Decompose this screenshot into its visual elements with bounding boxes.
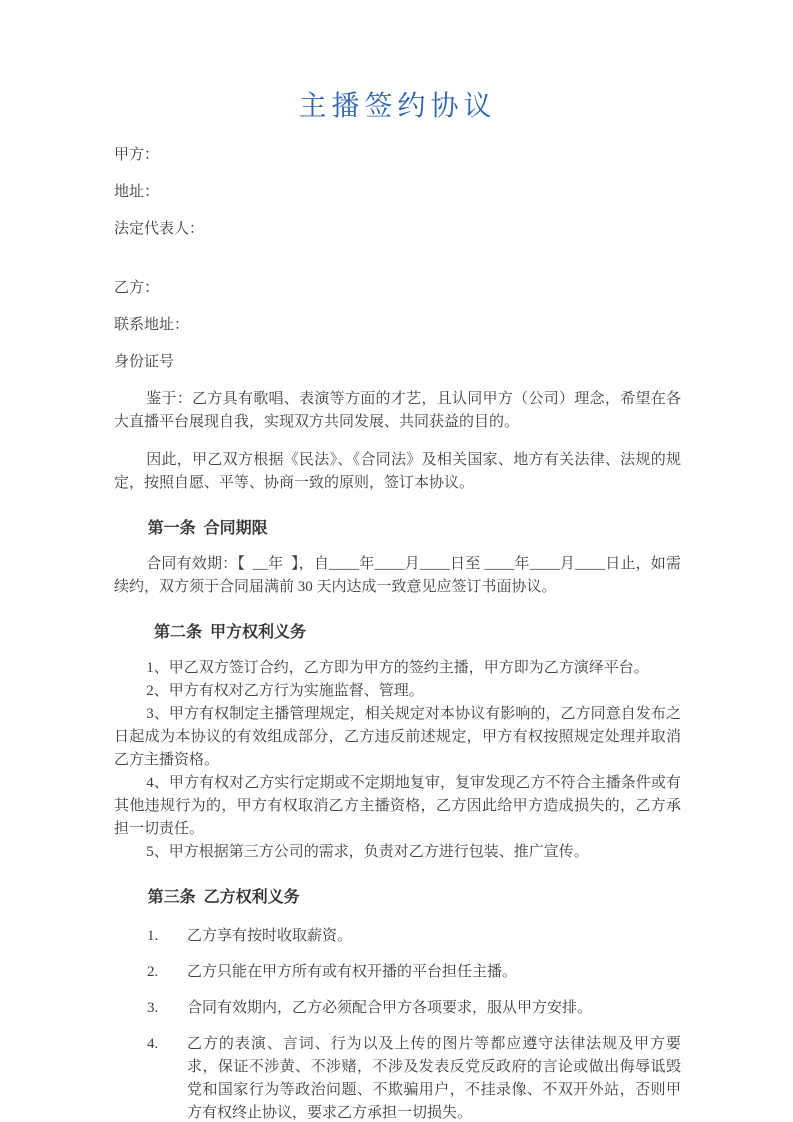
list-item [147,1033,681,1122]
list-item [147,925,681,948]
section1-heading: 第一条 合同期限 [147,520,268,537]
party-a-name-label: 甲方： [114,147,160,163]
list-item-text: 合同有效期内，乙方必须配合甲方各项要求，服从甲方安排。 [187,1000,593,1016]
section2-item-5: 5、甲方根据第三方公司的需求，负责对乙方进行包装、推广宣传。 [146,844,589,860]
list-item [147,961,681,984]
section2-item-4: 4、甲方有权对乙方实行定期或不定期地复审，复审发现乙方不符合主播条件或有其他违规行为的，甲方有权取消乙方主播资格，乙方因此给甲方造成损失的，乙方承担一切责任。 [114,775,681,837]
list-item-number: 1. [147,928,159,944]
party-b-id-number-label: 身份证号 [114,354,175,370]
list-item-text: 乙方的表演、言词、行为以及上传的图片等都应遵守法律法规及甲方要求，保证不涉黄、不涉赌，不涉及发表反党反政府的言论或做出侮辱诋毁党和国家行为等政治问题、不欺骗用户，不挂录像、不双开外站，否则甲方有权终止协议，要求乙方承担一切损失。 [187,1036,681,1121]
section3-heading: 第三条 乙方权利义务 [147,889,300,906]
party-a-address-label: 地址： [114,184,160,200]
list-item [147,997,681,1020]
section2-heading: 第二条 甲方权利义务 [154,624,307,641]
list-item-number: 3. [147,1000,159,1016]
section2-item-2: 2、甲方有权对乙方行为实施监督、管理。 [146,683,424,699]
party-a-legal-rep-label: 法定代表人： [114,221,205,237]
document-title: 主播签约协议 [298,91,497,122]
section2-item-3: 3、甲方有权制定主播管理规定，相关规定对本协议有影响的，乙方同意自发布之日起成为本协议的有效组成部分，乙方违反前述规定，甲方有权按照规定处理并取消乙方主播资格。 [114,706,681,768]
blank-line-spacer [114,255,681,277]
party-b-name-label: 乙方： [114,280,160,296]
list-item-number: 2. [147,964,159,980]
party-b-contact-address-label: 联系地址： [114,317,190,333]
preamble-whereas-paragraph: 鉴于：乙方具有歌唱、表演等方面的才艺，且认同甲方（公司）理念，希望在各大直播平台展现自我，实现双方共同发展、共同获益的目的。 [114,391,681,430]
section2-item-1: 1、甲乙双方签订合约，乙方即为甲方的签约主播，甲方即为乙方演绎平台。 [146,660,649,676]
list-item-text: 乙方享有按时收取薪资。 [187,928,353,944]
section1-term-paragraph: 合同有效期：【 __年 】，自____年____月____日至 ____年____月____日止，如需续约，双方须于合同届满前 30 天内达成一致意见应签订书面协议。 [114,556,681,595]
list-item-number: 4. [147,1036,159,1052]
list-item-text: 乙方只能在甲方所有或有权开播的平台担任主播。 [187,964,518,980]
section3-item-list [114,925,681,1122]
preamble-therefore-paragraph: 因此，甲乙双方根据《民法》、《合同法》及相关国家、地方有关法律、法规的规定，按照自愿、平等、协商一致的原则，签订本协议。 [114,452,681,491]
